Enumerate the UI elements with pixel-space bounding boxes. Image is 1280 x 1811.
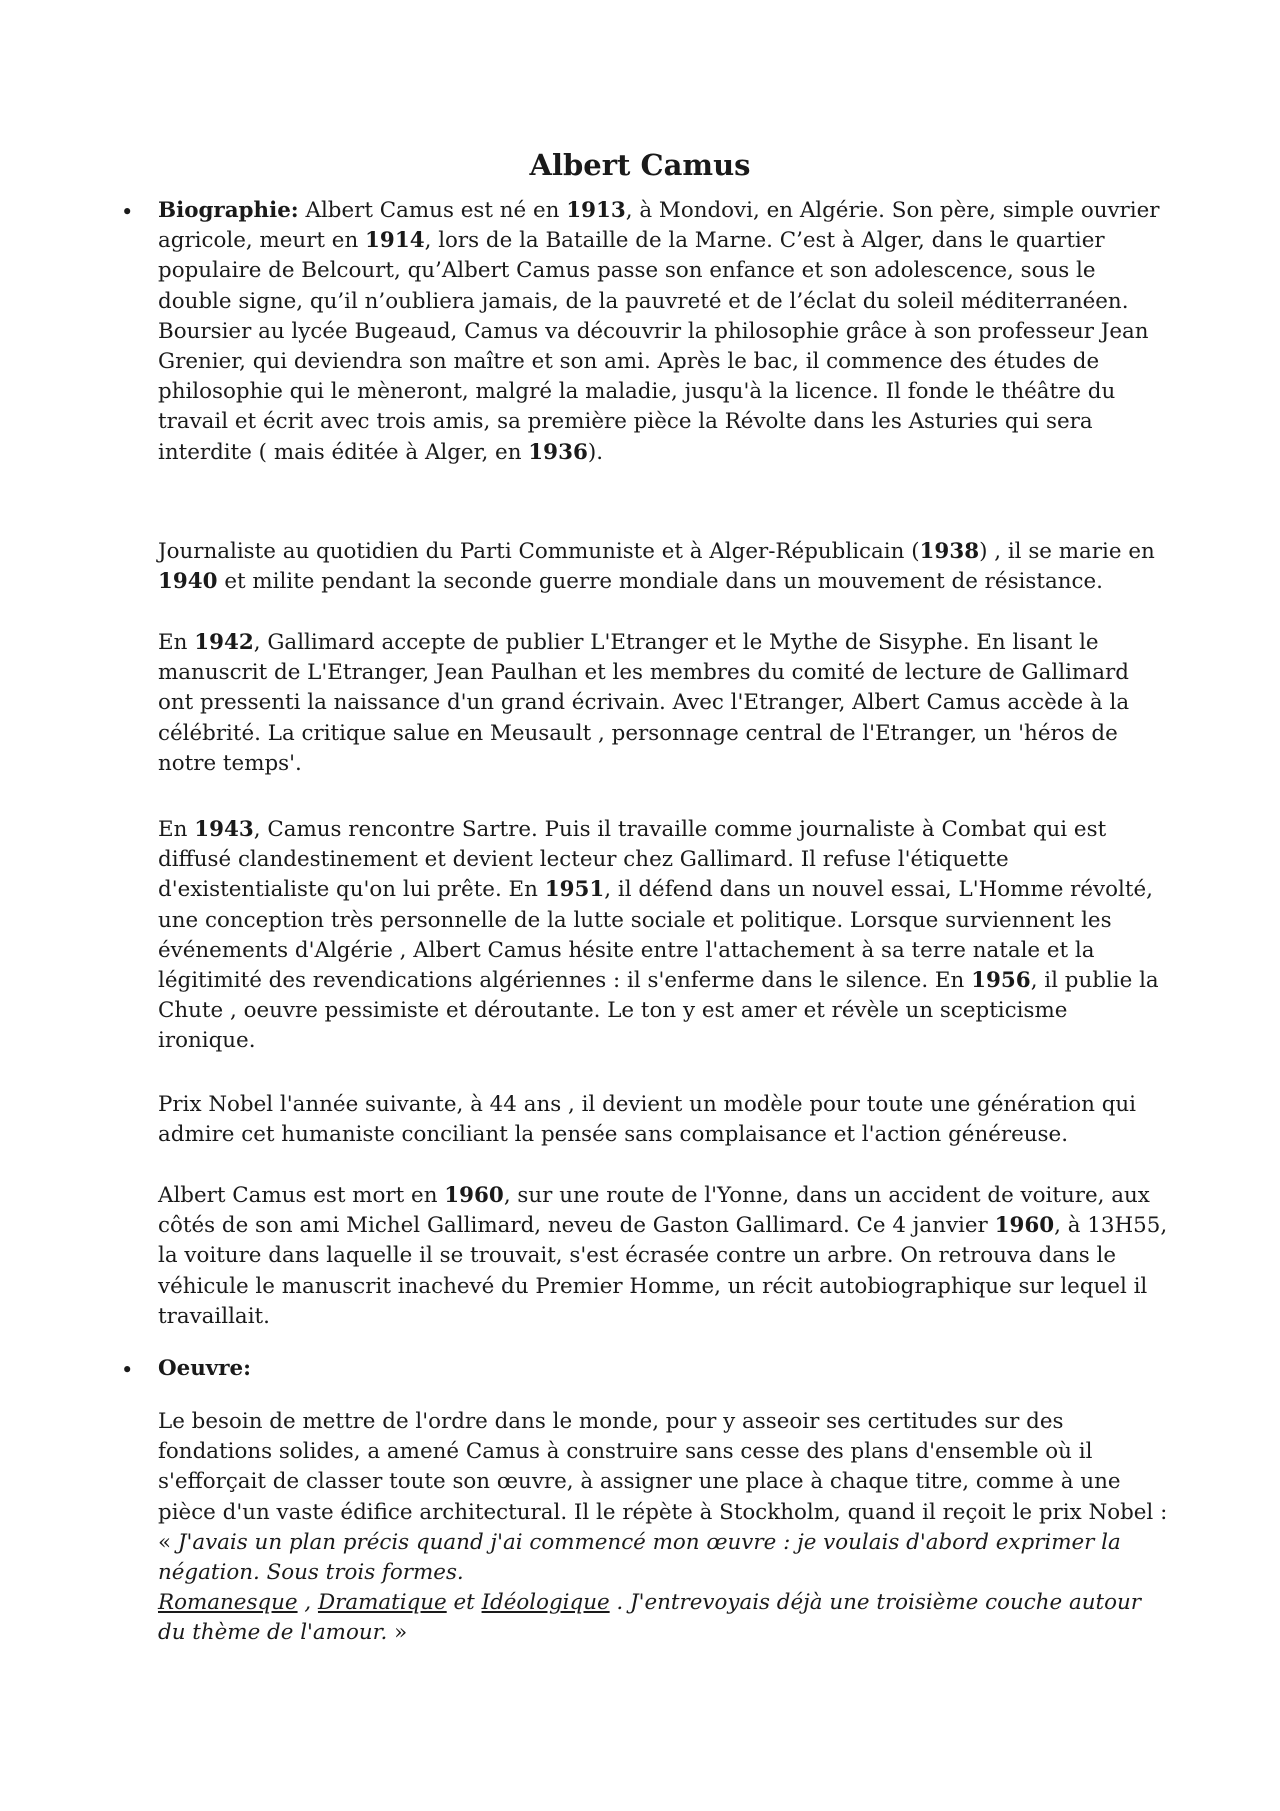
year-1942: 1942 (194, 630, 254, 655)
biography-paragraph-5: Prix Nobel l'année suivante, à 44 ans , il devient un modèle pour toute une génération qui admire cet humaniste conciliant la pensée sans complaisance et l'action généreuse. (158, 1092, 1137, 1148)
romanesque-term: Romanesque (158, 1590, 298, 1616)
biography-paragraph-6: Albert Camus est mort en 1960, sur une route de l'Yonne, dans un accident de voiture, aux côtés de son ami Michel Gallimard, neveu de Gaston Gallimard. Ce 4 janvier 1960, à 13H55, la voiture dans laquelle il se trouvait, s'est écrasée contre un arbre. On retrouva dans le véhicule le manuscrit inachevé du Premier Homme, un récit autobiographique sur lequel il travaillait. (158, 1183, 1168, 1329)
year-1960: 1960 (444, 1183, 504, 1208)
ideologique-term: Idéologique (481, 1590, 610, 1616)
year-1936: 1936 (528, 439, 588, 465)
year-1960-date: 1960 (994, 1213, 1055, 1239)
bullet-oeuvre: • (121, 1358, 134, 1382)
biography-label: Biographie: (158, 198, 299, 223)
bullet-biographie: • (121, 200, 134, 224)
oeuvre-heading (158, 1354, 1168, 1384)
year-1956: 1956 (971, 968, 1031, 994)
nobel-quote: J'avais un plan précis quand j'ai commencé mon œuvre : je voulais d'abord exprimer la négation. Sous trois formes. Romanesque , Dramatique et Idéologique . J'entrevoyais déjà une troisième couche autour du thème de l'amour. (158, 1529, 1141, 1646)
oeuvre-paragraph: Le besoin de mettre de l'ordre dans le monde, pour y asseoir ses certitudes sur des fondations solides, a amené Camus à construire sans cesse des plans d'ensemble où il s'efforçait de classer toute son œuvre, à assigner une place à chaque titre, comme à une pièce d'un vaste édifice architectural. Il le répète à Stockholm, quand il reçoit le prix Nobel : « J'avais un plan précis quand j'ai commencé mon œuvre : je voulais d'abord exprimer la négation. Sous trois formes. Romanesque , Dramatique et Idéologique . J'entrevoyais déjà une troisième couche autour du thème de l'amour. » (158, 1409, 1168, 1646)
year-1951: 1951 (544, 877, 605, 903)
biography-paragraph-3: En 1942, Gallimard accepte de publier L'Etranger et le Mythe de Sisyphe. En lisant le manuscrit de L'Etranger, Jean Paulhan et les membres du comité de lecture de Gallimard ont pressenti la naissance d'un grand écrivain. Avec l'Etranger, Albert Camus accède à la célébrité. La critique salue en Meusault , personnage central de l'Etranger, un 'héros de notre temps'. (158, 630, 1130, 776)
year-1940: 1940 (158, 569, 218, 595)
biography-paragraph-4: En 1943, Camus rencontre Sartre. Puis il travaille comme journaliste à Combat qui est diffusé clandestinement et devient lecteur chez Gallimard. Il refuse l'étiquette d'existentialiste qu'on lui prête. En 1951, il défend dans un nouvel essai, L'Homme révolté, une conception très personnelle de la lutte sociale et politique. Lorsque surviennent les événements d'Algérie , Albert Camus hésite entre l'attachement à sa terre natale et la légitimité des revendications algériennes : il s'enferme dans le silence. En 1956, il publie la Chute , oeuvre pessimiste et déroutante. Le ton y est amer et révèle un scepticisme ironique. (158, 817, 1159, 1054)
year-1914: 1914 (365, 228, 425, 254)
year-1913: 1913 (566, 198, 626, 223)
year-1938: 1938 (919, 539, 980, 564)
oeuvre-label: Oeuvre: (158, 1356, 251, 1381)
year-1943: 1943 (194, 817, 254, 842)
page-title: Albert Camus (529, 148, 751, 182)
biography-paragraph-2: Journaliste au quotidien du Parti Communiste et à Alger-Républicain (1938) , il se marie en 1940 et milite pendant la seconde guerre mondiale dans un mouvement de résistance. (158, 539, 1155, 595)
biography-paragraph-1: Biographie: Albert Camus est né en 1913, à Mondovi, en Algérie. Son père, simple ouvrier agricole, meurt en 1914, lors de la Bataille de la Marne. C’est à Alger, dans le quartier populaire de Belcourt, qu’Albert Camus passe son enfance et son adolescence, sous le double signe, qu’il n’oubliera jamais, de la pauvreté et de l’éclat du soleil méditerranéen. Boursier au lycée Bugeaud, Camus va découvrir la philosophie grâce à son professeur Jean Grenier, qui deviendra son maître et son ami. Après le bac, il commence des études de philosophie qui le mèneront, malgré la maladie, jusqu'à la licence. Il fonde le théâtre du travail et écrit avec trois amis, sa première pièce la Révolte dans les Asturies qui sera interdite ( mais éditée à Alger, en 1936). (158, 198, 1160, 465)
dramatique-term: Dramatique (317, 1590, 447, 1616)
